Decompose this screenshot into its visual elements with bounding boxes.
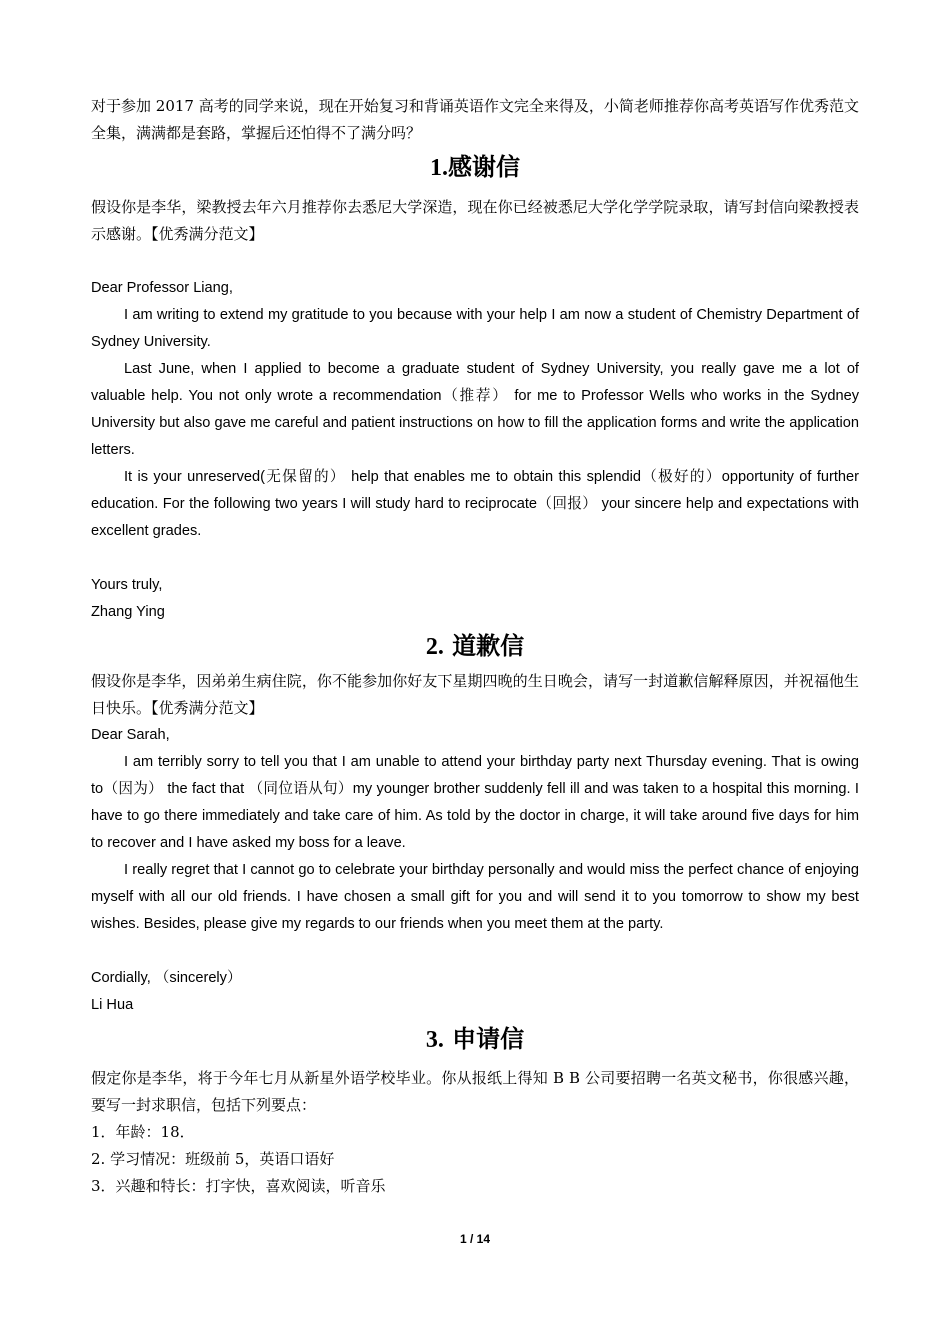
section-1-prompt: 假设你是李华，梁教授去年六月推荐你去悉尼大学深造，现在你已经被悉尼大学化学学院录取，请写封信向梁教授表示感谢。【优秀满分范文】 <box>91 198 859 243</box>
section-3-point-1: 1．年龄：18． <box>91 1123 195 1141</box>
section-1-heading <box>91 150 859 185</box>
section-3-title: 申请信 <box>452 1024 525 1053</box>
section-1-number: 1. <box>430 155 448 181</box>
section-2-closing: Cordially, （sincerely） <box>91 970 242 986</box>
section-1-closing: Yours truly, <box>91 577 163 593</box>
section-2-greeting: Dear Sarah, <box>91 727 170 743</box>
section-3-number: 3. <box>425 1027 444 1053</box>
document-page <box>91 0 859 1344</box>
section-1-paragraph-3: It is your unreserved(无保留的） help that enables me to obtain this splendid（极好的）opportunity of further education. For the following two years I will study hard to reciprocate（回报） your sincere help and expectations with excellent grades. <box>91 469 859 539</box>
section-1-paragraph-1: I am writing to extend my gratitude to you because with your help I am now a student of Chemistry Department of Sydney University. <box>91 307 859 350</box>
section-3-point-3: 3．兴趣和特长：打字快，喜欢阅读，听音乐 <box>91 1177 386 1195</box>
section-2-signature: Li Hua <box>91 997 134 1013</box>
section-1-title: 感谢信 <box>448 152 520 181</box>
section-1-greeting: Dear Professor Liang, <box>91 280 233 296</box>
section-3-point-2: 2. 学习情况：班级前 5，英语口语好 <box>91 1150 335 1168</box>
section-3-heading <box>91 1022 859 1057</box>
intro-paragraph: 对于参加 2017 高考的同学来说，现在开始复习和背诵英语作文完全来得及，小简老师推荐你高考英语写作优秀范文全集，满满都是套路，掌握后还怕得不了满分吗？ <box>91 97 859 142</box>
section-2-title: 道歉信 <box>452 631 525 660</box>
section-1-paragraph-2: Last June, when I applied to become a graduate student of Sydney University, you really gave me a lot of valuable help. You not only wrote a recommendation（推荐） for me to Professor Wells who works in the Sydney University but also gave me careful and patient instructions on how to fill the application forms and write the application letters. <box>91 361 859 458</box>
section-2-prompt: 假设你是李华，因弟弟生病住院，你不能参加你好友下星期四晚的生日晚会，请写一封道歉信解释原因，并祝福他生日快乐。【优秀满分范文】 <box>91 672 859 717</box>
section-2-heading <box>91 629 859 664</box>
section-2-number: 2. <box>425 634 444 660</box>
section-3-prompt: 假定你是李华，将于今年七月从新星外语学校毕业。你从报纸上得知 B B 公司要招聘一名英文秘书，你很感兴趣，要写一封求职信，包括下列要点： <box>91 1069 859 1114</box>
section-2-paragraph-1: I am terribly sorry to tell you that I am unable to attend your birthday party next Thursday evening. That is owing to（因为） the fact that （同位语从句）my younger brother suddenly fell ill and was taken to a hospital this morning. I have to go there immediately and take care of him. As told by the doctor in charge, it will take around five days for him to recover and I have asked my boss for a leave. <box>91 754 859 851</box>
section-2-paragraph-2: I really regret that I cannot go to celebrate your birthday personally and would miss the perfect chance of enjoying myself with all our old friends. I have chosen a small gift for you and will send it to you tomorrow to show my best wishes. Besides, please give my regards to our friends when you meet them at the party. <box>91 862 859 932</box>
section-1-signature: Zhang Ying <box>91 604 165 620</box>
page-number: 1 / 14 <box>459 1232 491 1246</box>
